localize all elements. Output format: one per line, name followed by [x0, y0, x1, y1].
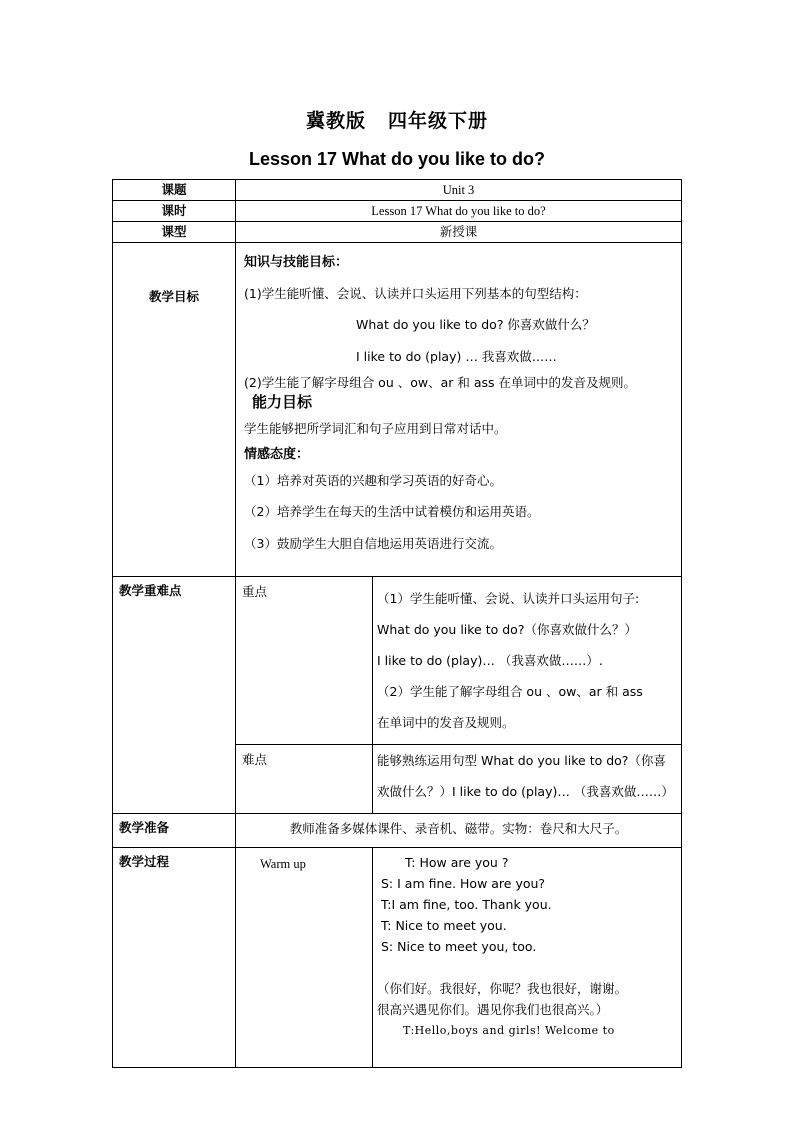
ability-text: 学生能够把所学词汇和句子应用到日常对话中。 [244, 421, 507, 436]
focus-label: 重点 [236, 577, 373, 745]
key-points-label: 教学重难点 [113, 577, 236, 814]
focus-row [113, 577, 682, 745]
sentence-pattern-2: I like to do (play) … 我喜欢做…… [356, 349, 557, 364]
attitude-item-3: （3）鼓励学生大胆自信地运用英语进行交流。 [244, 536, 502, 551]
dialogue-line: S: Nice to meet you, too. [381, 939, 537, 954]
dialogue-line: T:I am fine, too. Thank you. [381, 897, 552, 912]
page-title [0, 106, 794, 133]
dialogue-line: T: Nice to meet you. [381, 918, 507, 933]
attitude-title: 情感态度： [244, 447, 310, 462]
difficulty-content [373, 745, 682, 814]
lesson-title: Lesson 17 What do you like to do? [248, 149, 546, 169]
grade: 四年级下册 [388, 110, 489, 132]
topic-label: 课题 [113, 180, 236, 201]
difficulty-label: 难点 [236, 745, 373, 814]
translation-line: 很高兴遇见你们。遇见你我们也很高兴。） [377, 1002, 609, 1017]
type-value: 新授课 [236, 222, 682, 243]
focus-line: 在单词中的发音及规则。 [377, 715, 515, 730]
type-row [113, 222, 682, 243]
period-row [113, 201, 682, 222]
focus-line: I like to do (play)… （我喜欢做……）. [377, 653, 603, 668]
objectives-content [236, 243, 682, 577]
preparation-text: 教师准备多媒体课件、录音机、磁带。实物：卷尺和大尺子。 [236, 814, 682, 848]
period-value: Lesson 17 What do you like to do? [236, 201, 682, 222]
attitude-item-1: （1）培养对英语的兴趣和学习英语的好奇心。 [244, 473, 502, 488]
process-content [373, 848, 682, 1068]
attitude-item-2: （2）培养学生在每天的生活中试着模仿和运用英语。 [244, 504, 540, 519]
focus-content [373, 577, 682, 745]
difficulty-line: 欢做什么？）I like to do (play)… （我喜欢做……） [377, 784, 674, 799]
publisher: 冀教版 [305, 110, 366, 132]
process-label: 教学过程 [113, 848, 236, 1068]
type-label: 课型 [113, 222, 236, 243]
process-row [113, 848, 682, 1068]
process-stage: Warm up [236, 848, 373, 1068]
sentence-pattern-1: What do you like to do? 你喜欢做什么？ [356, 317, 595, 332]
dialogue-line: S: I am fine. How are you? [381, 876, 546, 891]
preparation-row [113, 814, 682, 848]
focus-line: What do you like to do?（你喜欢做什么？） [377, 622, 637, 637]
period-label: 课时 [113, 201, 236, 222]
objectives-row [113, 243, 682, 577]
topic-row [113, 180, 682, 201]
focus-line: （1）学生能听懂、会说、认读并口头运用句子: [377, 591, 640, 606]
greeting-line: T:Hello,boys and girls! Welcome to [403, 1024, 615, 1037]
focus-line: （2）学生能了解字母组合 ou 、ow、ar 和 ass [377, 684, 643, 699]
difficulty-line: 能够熟练运用句型 What do you like to do?（你喜 [377, 753, 666, 768]
dialogue-line: T: How are you ? [405, 855, 509, 870]
preparation-label: 教学准备 [113, 814, 236, 848]
knowledge-item-1: (1)学生能听懂、会说、认读并口头运用下列基本的句型结构： [244, 286, 587, 301]
lesson-plan-table [112, 179, 682, 1068]
knowledge-title: 知识与技能目标： [244, 255, 349, 270]
ability-title: 能力目标 [252, 393, 313, 411]
translation-line: （你们好。我很好，你呢？我也很好，谢谢。 [377, 981, 628, 996]
topic-value: Unit 3 [236, 180, 682, 201]
objectives-label: 教学目标 [113, 243, 236, 577]
knowledge-item-2: (2)学生能了解字母组合 ou 、ow、ar 和 ass 在单词中的发音及规则。 [244, 375, 636, 390]
